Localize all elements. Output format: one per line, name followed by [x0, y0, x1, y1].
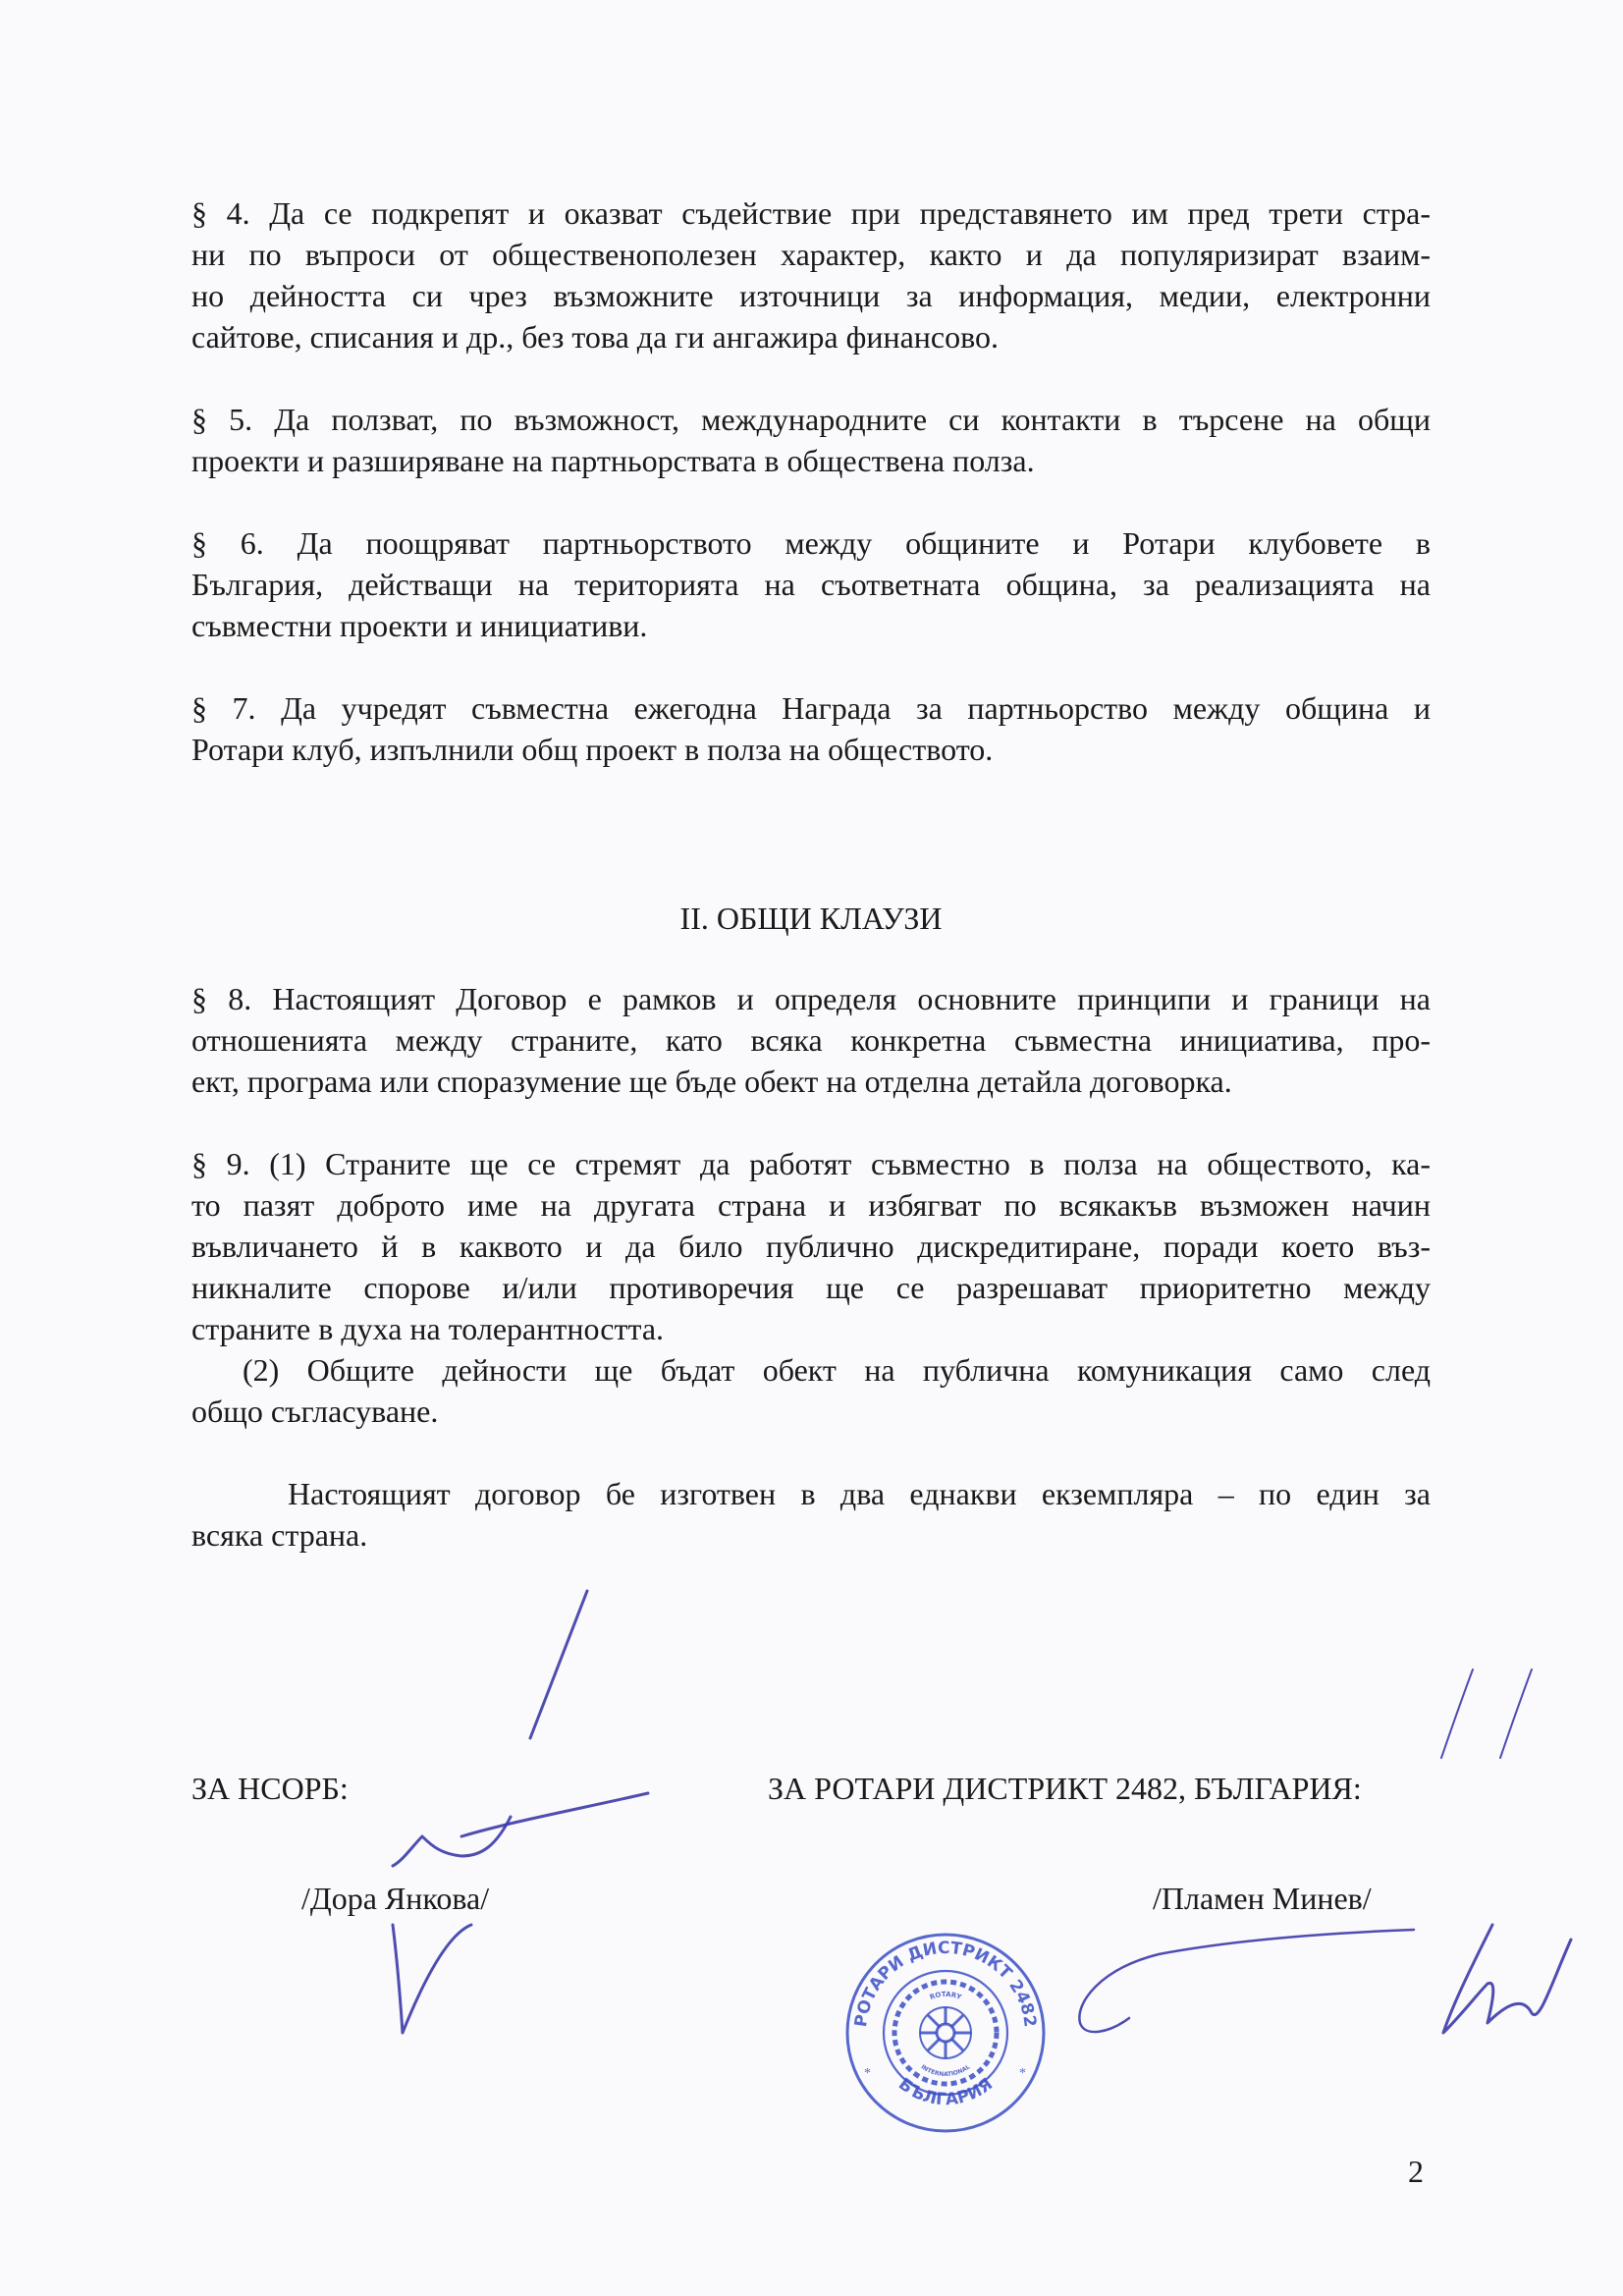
- signatory-labels-row: [191, 1768, 1431, 1809]
- text-line: съвместни проекти и инициативи.: [191, 608, 648, 643]
- text-line: то пазят доброто име на другата страна и избягват по всякакъв възможен начин: [191, 1187, 1431, 1223]
- paragraph-gap: [191, 1432, 1431, 1473]
- section-heading: II. ОБЩИ КЛАУЗИ: [679, 901, 943, 936]
- section-gap: [191, 770, 1431, 898]
- rotary-district-stamp: [842, 1930, 1049, 2136]
- text-line: всяка страна.: [191, 1517, 368, 1553]
- text-line: (2) Общите дейности ще бъдат обект на публична комуникация само след: [243, 1352, 1431, 1388]
- right-signatory-name: /Пламен Минев/: [1153, 1881, 1372, 1916]
- left-signatory-label: ЗА НСОРБ:: [191, 1771, 349, 1806]
- text-line: § 6. Да поощряват партньорството между общините и Ротари клубовете в: [191, 525, 1431, 561]
- text-line: § 5. Да ползват, по възможност, международните си контакти в търсене на общи: [191, 402, 1431, 437]
- right-signature-loop: [1079, 1930, 1414, 2032]
- text-line: въвличането й в каквото и да било публично дискредитиране, поради което въз-: [191, 1229, 1431, 1264]
- signatory-names-row: [191, 1878, 1431, 1919]
- text-line: България, действащи на територията на съответната община, за реализацията на: [191, 567, 1431, 602]
- text-line: сайтове, списания и др., без това да ги ангажира финансово.: [191, 319, 1000, 355]
- document-body: [191, 192, 1431, 1556]
- closing-paragraph: [191, 1473, 1431, 1556]
- text-line: проекти и разширяване на партньорствата в обществена полза.: [191, 443, 1035, 478]
- text-line: общо съгласуване.: [191, 1394, 439, 1429]
- paragraph-4: [191, 192, 1431, 357]
- stamp-inner-top-text: ROTARY: [928, 1990, 963, 2002]
- text-line: § 7. Да учредят съвместна ежегодна Награда за партньорство между община и: [191, 690, 1431, 726]
- left-signature: [393, 1591, 587, 2033]
- star-icon: *: [864, 2066, 871, 2081]
- paragraph-7: [191, 687, 1431, 770]
- section-gap: [191, 939, 1431, 978]
- text-line: ект, програма или споразумение ще бъде обект на отделна детайла договорка.: [191, 1064, 1232, 1099]
- right-signature-stroke: [1441, 1669, 1532, 1758]
- paragraph-gap: [191, 481, 1431, 522]
- text-line: § 9. (1) Страните ще се стремят да работят съвместно в полза на обществото, ка-: [191, 1146, 1431, 1181]
- paragraph-gap: [191, 1102, 1431, 1143]
- text-line: § 4. Да се подкрепят и оказват съдействие при представянето им пред трети стра-: [191, 195, 1431, 231]
- stamp-top-text: РОТАРИ ДИСТРИКТ 2482: [851, 1938, 1040, 2029]
- paragraph-8: [191, 978, 1431, 1102]
- page-number: 2: [1408, 2154, 1424, 2189]
- text-line: § 8. Настоящият Договор е рамков и определя основните принципи и граници на: [191, 981, 1431, 1016]
- text-line: никналите спорове и/или противоречия ще се разрешават приоритетно между: [191, 1270, 1431, 1305]
- paragraph-6: [191, 522, 1431, 646]
- text-line: Ротари клуб, изпълнили общ проект в полза на обществото.: [191, 732, 994, 767]
- text-line: но дейността си чрез възможните източници за информация, медии, електронни: [191, 278, 1431, 313]
- right-signature: [1443, 1925, 1571, 2033]
- text-line: отношенията между страните, като всяка конкретна съвместна инициатива, про-: [191, 1022, 1431, 1058]
- paragraph-5: [191, 399, 1431, 481]
- stamp-bottom-text: БЪЛГАРИЯ: [894, 2074, 997, 2110]
- text-line: ни по въпроси от общественополезен характер, както и да популяризират взаим-: [191, 237, 1431, 272]
- text-line: страните в духа на толерантността.: [191, 1311, 665, 1346]
- right-signatory-label: ЗА РОТАРИ ДИСТРИКТ 2482, БЪЛГАРИЯ:: [768, 1771, 1362, 1806]
- paragraph-gap: [191, 646, 1431, 687]
- left-signatory-name: /Дора Янкова/: [301, 1881, 490, 1916]
- star-icon: *: [1019, 2066, 1026, 2081]
- paragraph-9: [191, 1143, 1431, 1432]
- text-line: Настоящият договор бе изготвен в два еднакви екземпляра – по един за: [288, 1476, 1431, 1511]
- paragraph-gap: [191, 357, 1431, 399]
- stamp-inner-bottom-text: INTERNATIONAL: [919, 2063, 972, 2079]
